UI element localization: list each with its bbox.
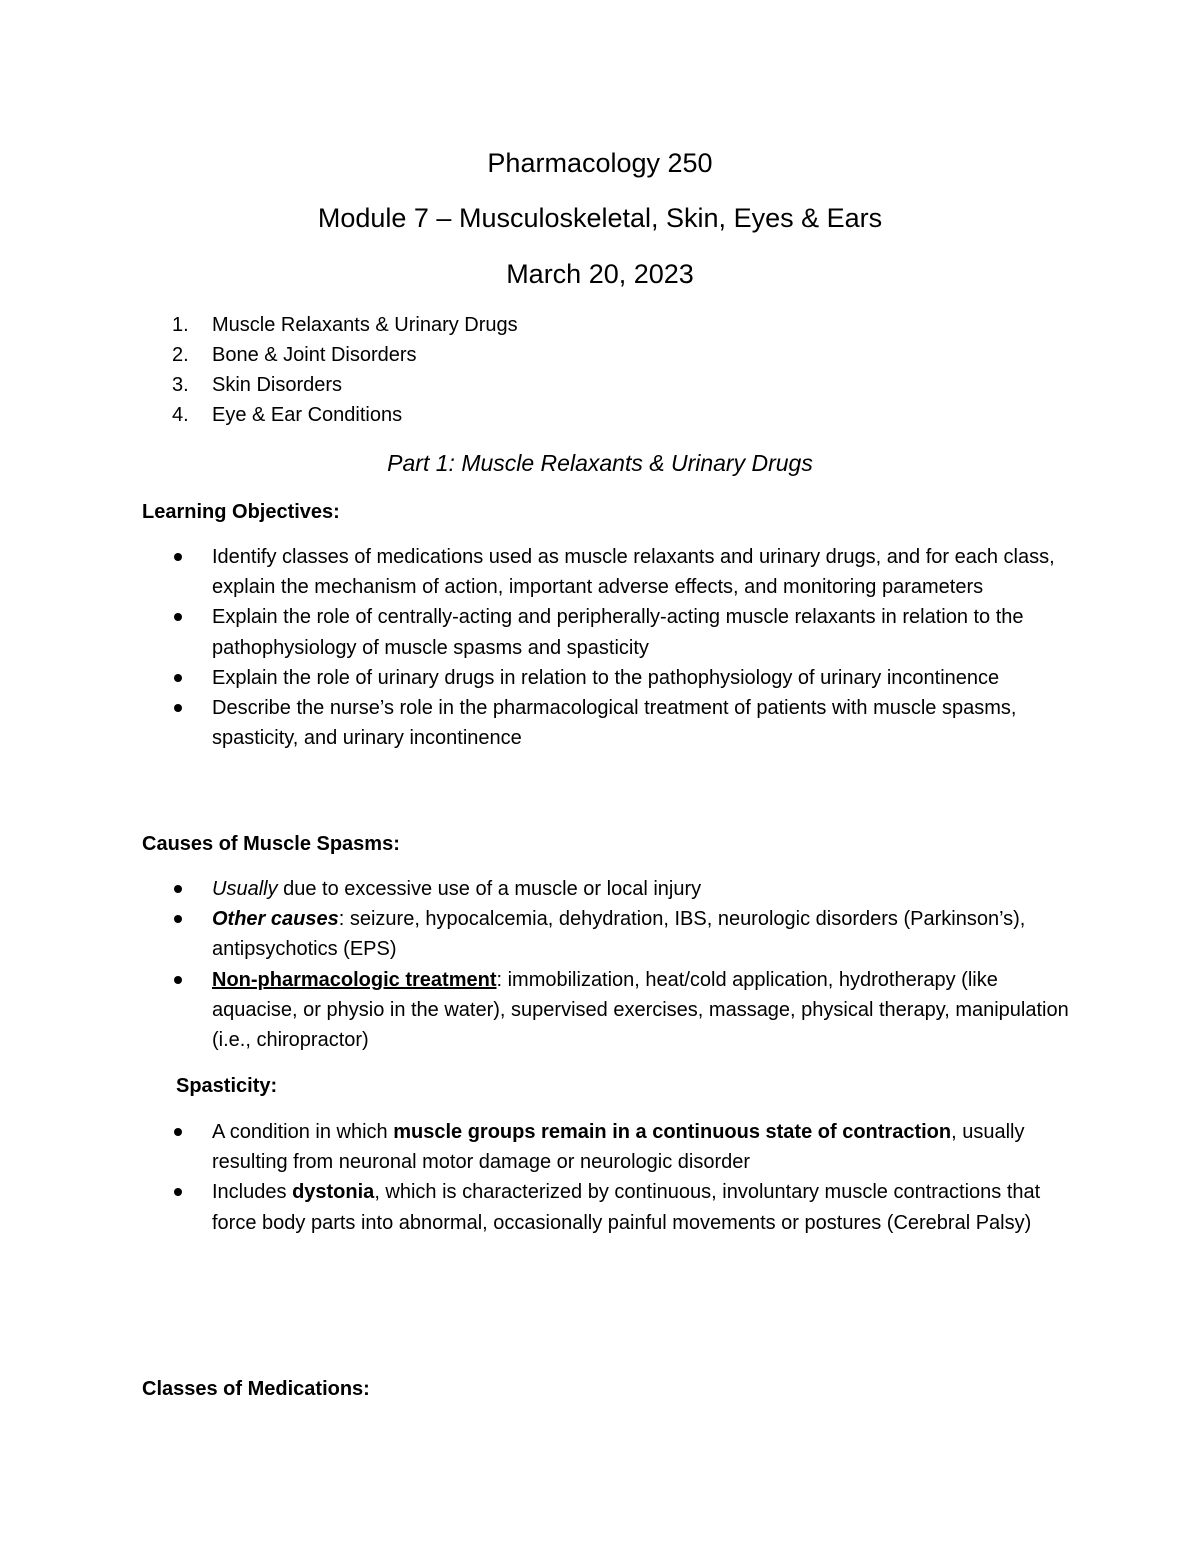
emphasis-text: muscle groups remain in a continuous state of contraction [393, 1121, 952, 1143]
bullet-icon [174, 1128, 182, 1136]
bullet-icon [174, 885, 182, 893]
spasticity-heading: Spasticity: [176, 1075, 278, 1097]
list-item-text: : immobilization, heat/cold application, hydrotherapy (like aquacise, or physio in the water), supervised exercises, massage, physical therapy, manipulation (i.e., chiropractor) [212, 968, 1069, 1052]
toc-item [172, 340, 518, 370]
table-of-contents [172, 310, 518, 430]
list-item-text: Describe the nurse’s role in the pharmacological treatment of patients with muscle spasms, spasticity, and urinary incontinence [212, 697, 1017, 750]
causes-list [172, 874, 1072, 1055]
causes-heading: Causes of Muscle Spasms: [142, 833, 400, 855]
toc-item-number: 1. [172, 314, 189, 336]
part-1-heading: Part 1: Muscle Relaxants & Urinary Drugs [387, 450, 813, 476]
list-item-text: due to excessive use of a muscle or local injury [277, 878, 702, 900]
document-date: March 20, 2023 [506, 259, 694, 289]
module-title: Module 7 – Musculoskeletal, Skin, Eyes & Ears [317, 203, 883, 233]
toc-item-text: Bone & Joint Disorders [212, 344, 417, 366]
spasticity-list [172, 1117, 1072, 1238]
toc-item [172, 370, 518, 400]
list-item-text: , which is characterized by continuous, involuntary muscle contractions that force body parts into abnormal, occasionally painful movements or postures (Cerebral Palsy) [212, 1181, 1041, 1234]
toc-item [172, 310, 518, 340]
toc-item-text: Skin Disorders [212, 374, 343, 396]
learning-objectives-list [172, 542, 1072, 753]
toc-item [172, 400, 518, 430]
list-item-text: Includes [212, 1181, 293, 1204]
bullet-icon [174, 674, 182, 682]
list-item [172, 542, 1072, 602]
list-item [172, 602, 1072, 662]
list-item-text: : seizure, hypocalcemia, dehydration, IBS, neurologic disorders (Parkinson’s), antipsychotics (EPS) [212, 908, 1026, 961]
emphasis-text: Other causes [212, 908, 339, 931]
list-item [172, 1177, 1072, 1237]
list-item-text: , usually resulting from neuronal motor damage or neurologic disorder [212, 1121, 1025, 1174]
bullet-icon [174, 1188, 182, 1196]
list-item [172, 663, 1072, 693]
list-item-text: Explain the role of urinary drugs in relation to the pathophysiology of urinary incontinence [212, 666, 1000, 689]
bullet-icon [174, 553, 182, 561]
list-item [172, 874, 1072, 904]
toc-item-number: 3. [172, 374, 189, 396]
toc-item-number: 2. [172, 344, 189, 366]
toc-item-number: 4. [172, 404, 189, 426]
emphasis-text: Usually [212, 878, 278, 900]
list-item [172, 1117, 1072, 1177]
toc-item-text: Muscle Relaxants & Urinary Drugs [212, 314, 518, 336]
list-item-text: Identify classes of medications used as muscle relaxants and urinary drugs, and for each class, explain the mechanism of action, important adverse effects, and monitoring parameters [212, 546, 1055, 599]
list-item-text: Explain the role of centrally-acting and peripherally-acting muscle relaxants in relation to the pathophysiology of muscle spasms and spasticity [212, 606, 1024, 659]
bullet-icon [174, 976, 182, 984]
course-title: Pharmacology 250 [487, 148, 713, 178]
bullet-icon [174, 915, 182, 923]
classes-heading: Classes of Medications: [142, 1378, 370, 1400]
emphasis-text: Non-pharmacologic treatment [212, 968, 497, 991]
list-item [172, 965, 1072, 1056]
learning-objectives-heading: Learning Objectives: [142, 501, 340, 523]
list-item [172, 693, 1072, 753]
toc-item-text: Eye & Ear Conditions [212, 404, 403, 426]
bullet-icon [174, 613, 182, 621]
list-item [172, 904, 1072, 964]
list-item-text: A condition in which [212, 1121, 394, 1143]
emphasis-text: dystonia [292, 1181, 375, 1204]
bullet-icon [174, 704, 182, 712]
